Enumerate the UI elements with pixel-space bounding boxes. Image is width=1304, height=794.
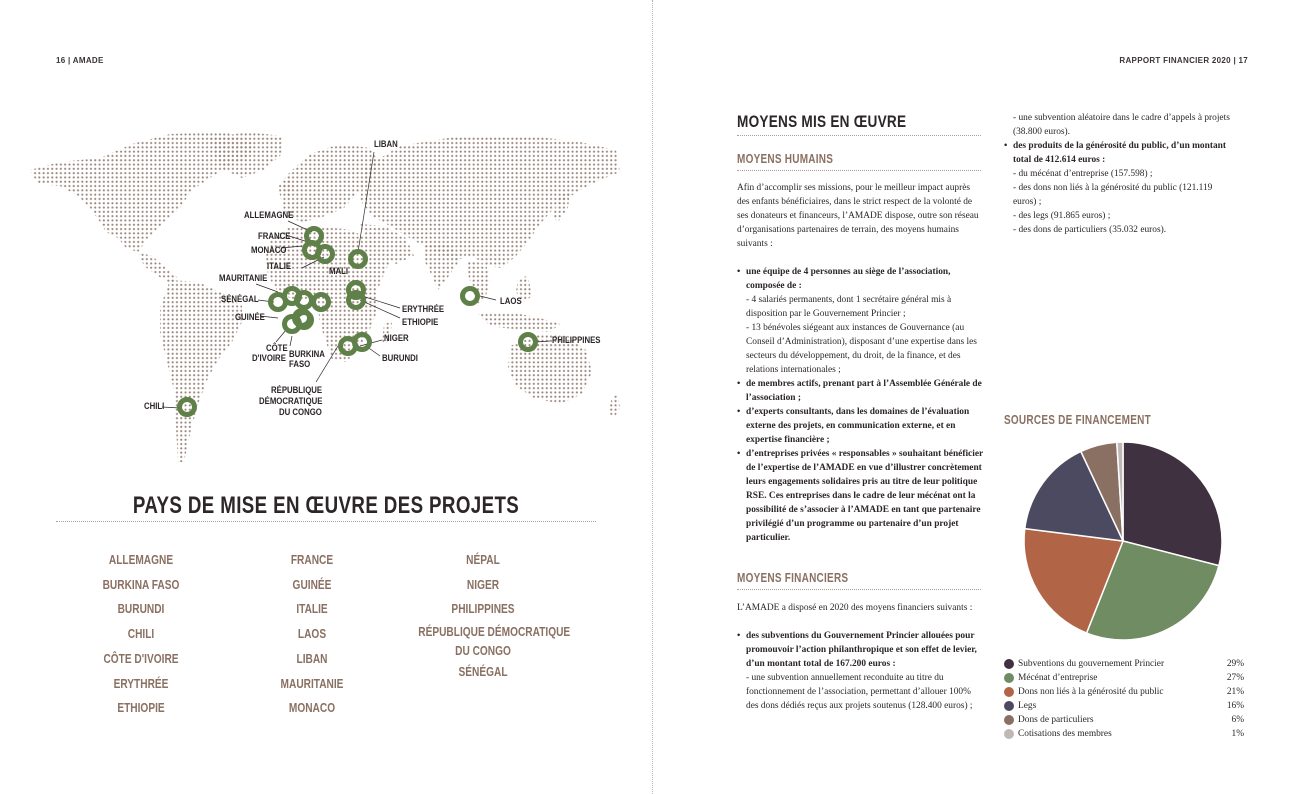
countries-col-2 bbox=[240, 548, 384, 721]
map-label-mali: MALI bbox=[329, 266, 349, 277]
legend-value: 1% bbox=[1231, 729, 1244, 739]
legend-value: 21% bbox=[1226, 687, 1244, 697]
sources-pie-chart bbox=[1018, 436, 1228, 646]
left-folio: 16 | AMADE bbox=[56, 56, 104, 65]
humains-body bbox=[737, 181, 983, 545]
country-name: RÉPUBLIQUE DÉMOCRATIQUE bbox=[418, 624, 571, 640]
legend-label: Dons non liés à la générosité du public bbox=[1018, 687, 1164, 697]
financiers-heading-rule bbox=[737, 589, 981, 590]
map-label-cote-2: D'IVOIRE bbox=[252, 353, 286, 364]
map-label-laos: LAOS bbox=[500, 296, 522, 307]
financiers-bullet-2d: - des dons de particuliers (35.032 euros). bbox=[1013, 225, 1167, 235]
country-name: BURKINA FASO bbox=[102, 576, 180, 592]
legend-swatch bbox=[1004, 729, 1014, 739]
legend-label: Legs bbox=[1018, 701, 1037, 711]
countries-col-1 bbox=[70, 548, 212, 721]
country-name: CÔTE D'IVOIRE bbox=[103, 650, 179, 666]
pie-legend bbox=[1004, 657, 1244, 741]
financiers-bullet-2: • des produits de la générosité du public, d’un montant total de 412.614 euros : bbox=[1004, 139, 1236, 167]
country-name: MAURITANIE bbox=[280, 675, 344, 691]
humains-intro: Afin d’accomplir ses missions, pour le meilleur impact auprès des enfants bénéficiaires, dans le strict respect de la volonté de ses donateurs et financeurs, l’AMADE dispose, outre son réseau d’organisations partenaires de terrain, des moyens humains suivants : bbox=[737, 183, 979, 249]
map-label-rdc-3: DU CONGO bbox=[279, 407, 322, 418]
right-folio: RAPPORT FINANCIER 2020 | 17 bbox=[1119, 56, 1248, 65]
section-title: MOYENS MIS EN ŒUVRE bbox=[737, 112, 907, 131]
financiers-bullet-2a: - du mécénat d’entreprise (157.598) ; bbox=[1013, 169, 1153, 179]
legend-swatch bbox=[1004, 673, 1014, 683]
legend-item bbox=[1004, 699, 1244, 713]
legend-label: Dons de particuliers bbox=[1018, 715, 1094, 725]
map-label-niger: NIGER bbox=[384, 333, 409, 344]
country-name: MONACO bbox=[288, 700, 336, 716]
map-label-senegal: SÉNÉGAL bbox=[221, 294, 259, 305]
map-label-rdc-2: DÉMOCRATIQUE bbox=[259, 396, 323, 407]
section-title-rule bbox=[737, 135, 981, 136]
country-name: NÉPAL bbox=[466, 552, 500, 567]
humains-bullet-1b: - 13 bénévoles siégeant aux instances de Gouvernance (au Conseil d’Administration), disposant d’une expertise dans les secteurs du développement, du droit, de la finance, et des relations internationales ; bbox=[746, 323, 977, 375]
country-name: BURUNDI bbox=[117, 601, 165, 617]
financiers-body-col2 bbox=[1004, 111, 1236, 237]
map-label-cote-1: CÔTE bbox=[266, 343, 288, 354]
map-label-italie: ITALIE bbox=[267, 261, 292, 272]
countries-title: PAYS DE MISE EN ŒUVRE DES PROJETS bbox=[132, 492, 520, 519]
country-name: CHILI bbox=[127, 626, 155, 642]
humains-bullet-2: • de membres actifs, prenant part à l’Assemblée Générale de l’association ; bbox=[737, 377, 983, 405]
world-map bbox=[20, 128, 630, 473]
country-name: LAOS bbox=[297, 626, 327, 642]
financiers-bullet-2c: - des legs (91.865 euros) ; bbox=[1013, 211, 1111, 221]
legend-swatch bbox=[1004, 715, 1014, 725]
legend-value: 6% bbox=[1231, 715, 1244, 725]
humains-heading: MOYENS HUMAINS bbox=[737, 152, 834, 166]
country-name: ERYTHRÉE bbox=[113, 675, 169, 691]
legend-value: 27% bbox=[1226, 673, 1244, 683]
financiers-bullet-1b: - une subvention aléatoire dans le cadre d’appels à projets (38.800 euros). bbox=[1013, 113, 1230, 137]
legend-item bbox=[1004, 685, 1244, 699]
country-name: PHILIPPINES bbox=[451, 601, 515, 617]
country-name: LIBAN bbox=[296, 650, 328, 666]
country-name: GUINÉE bbox=[292, 576, 332, 592]
country-name: ALLEMAGNE bbox=[108, 552, 174, 567]
map-label-france: FRANCE bbox=[258, 231, 291, 242]
humains-bullet-4: • d’entreprises privées « responsables » souhaitant bénéficier de l’expertise de l’AMADE en vue d’illustrer concrètement leurs engagements solidaires pris au titre de leur politique RSE. Ces entreprises dans le cadre de leur mécénat ont la possibilité de s’associer à l’AMADE en tant que partenaire privilégié d’un programme ou partenaire d’un projet particulier. bbox=[737, 447, 983, 545]
country-name: FRANCE bbox=[290, 552, 334, 567]
legend-value: 29% bbox=[1226, 659, 1244, 669]
financiers-intro: L’AMADE a disposé en 2020 des moyens financiers suivants : bbox=[737, 603, 973, 613]
legend-label: Cotisations des membres bbox=[1018, 729, 1112, 739]
legend-item bbox=[1004, 657, 1244, 671]
country-name: SÉNÉGAL bbox=[458, 664, 508, 680]
legend-value: 16% bbox=[1226, 701, 1244, 711]
humains-bullet-3: • d’experts consultants, dans les domaines de l’évaluation externe des projets, en communication externe, et en expertise financière ; bbox=[737, 405, 983, 447]
legend-item bbox=[1004, 727, 1244, 741]
map-label-rdc-1: RÉPUBLIQUE bbox=[271, 385, 323, 396]
page-spine bbox=[652, 0, 653, 794]
country-name: ITALIE bbox=[296, 601, 328, 617]
country-name: NIGER bbox=[466, 576, 500, 592]
map-label-philippines: PHILIPPINES bbox=[552, 335, 601, 346]
map-label-allemagne: ALLEMAGNE bbox=[244, 210, 294, 221]
map-label-monaco: MONACO bbox=[251, 245, 287, 256]
legend-item bbox=[1004, 713, 1244, 727]
humains-bullet-1: • une équipe de 4 personnes au siège de l’association, composée de : bbox=[737, 265, 983, 293]
financiers-body bbox=[737, 601, 983, 713]
legend-item bbox=[1004, 671, 1244, 685]
map-label-ethiopie: ETHIOPIE bbox=[402, 317, 439, 328]
map-label-burkina-1: BURKINA bbox=[289, 349, 325, 360]
map-label-erythree: ERYTHRÉE bbox=[402, 304, 445, 315]
financiers-bullet-1a: - une subvention annuellement reconduite au titre du fonctionnement de l’association, permettant d’allouer 100% des dons dédiés reçus aux projets soutenus (128.400 euros) ; bbox=[746, 673, 973, 711]
legend-swatch bbox=[1004, 687, 1014, 697]
financiers-bullet-1: • des subventions du Gouvernement Princier allouées pour promouvoir l’action philanthropique et son effet de levier, d’un montant total de 167.200 euros : bbox=[737, 629, 983, 671]
map-label-liban: LIBAN bbox=[374, 139, 398, 150]
map-label-burundi: BURUNDI bbox=[382, 353, 418, 364]
country-name: DU CONGO bbox=[455, 643, 511, 659]
map-label-guinee: GUINÉE bbox=[235, 312, 265, 323]
map-label-burkina-2: FASO bbox=[289, 359, 311, 370]
map-label-chili: CHILI bbox=[144, 401, 165, 412]
financiers-heading: MOYENS FINANCIERS bbox=[737, 571, 849, 585]
financiers-bullet-2b: - des dons non liés à la générosité du public (121.119 euros) ; bbox=[1013, 183, 1213, 207]
legend-label: Mécénat d’entreprise bbox=[1018, 673, 1098, 683]
countries-col-3 bbox=[400, 548, 571, 685]
humains-bullet-1a: - 4 salariés permanents, dont 1 secrétaire général mis à disposition par le Gouvernement Princier ; bbox=[746, 295, 952, 319]
legend-label: Subventions du gouvernement Princier bbox=[1018, 659, 1165, 669]
humains-heading-rule bbox=[737, 170, 981, 171]
legend-swatch bbox=[1004, 659, 1014, 669]
legend-swatch bbox=[1004, 701, 1014, 711]
sources-title: SOURCES DE FINANCEMENT bbox=[1004, 413, 1151, 427]
countries-title-rule bbox=[56, 521, 596, 522]
map-label-mauritanie: MAURITANIE bbox=[219, 273, 268, 284]
country-name: ETHIOPIE bbox=[117, 700, 165, 716]
